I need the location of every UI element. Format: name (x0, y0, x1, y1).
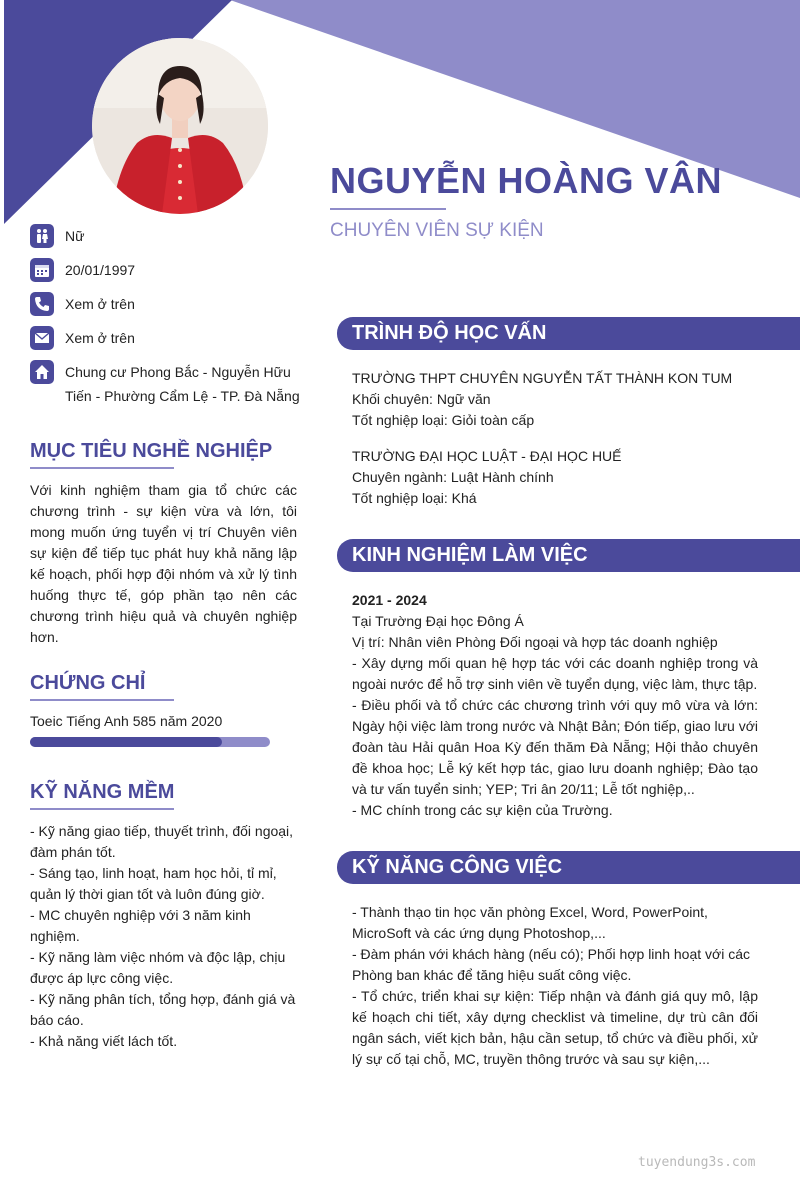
contact-phone (30, 292, 310, 326)
soft-skills-underline (30, 808, 174, 810)
calendar-icon (30, 258, 54, 282)
work-skills-heading: KỸ NĂNG CÔNG VIỆC (352, 856, 563, 878)
list-item: - Khả năng viết lách tốt. (30, 1033, 178, 1049)
experience-detail: - Điều phối và tổ chức các chương trình với quy mô vừa và lớn: Ngày hội việc làm trong nước và Nhật Bản; Đón tiếp, giao lưu với đoàn tàu Hải quân Hoa Kỳ đến thăm Đà Nẵng; Hội thảo chuyên đề khoa học; Lễ ký kết hợp tác, giao lưu doanh nghiệp; Đào tạo và tư vấn tuyển sinh; YEP; Tri ân 20/11; Lễ tốt nghiệp,.. (352, 697, 758, 797)
school-name: TRƯỜNG ĐẠI HỌC LUẬT - ĐẠI HỌC HUẾ (352, 448, 622, 464)
experience-position: Vị trí: Nhân viên Phòng Đối ngoại và hợp tác doanh nghiệp (352, 634, 718, 650)
certificate-item: Toeic Tiếng Anh 585 năm 2020 (30, 713, 223, 729)
email-icon (30, 326, 54, 350)
phone-value[interactable]: Xem ở trên (65, 296, 135, 312)
experience-detail: - MC chính trong các sự kiện của Trường. (352, 802, 613, 818)
address-line-2: Tiến - Phường Cẩm Lệ - TP. Đà Nẵng (65, 388, 300, 404)
education-school-1 (352, 368, 758, 431)
candidate-name: NGUYỄN HOÀNG VÂN (330, 160, 723, 201)
experience-header (337, 539, 800, 572)
education-heading: TRÌNH ĐỘ HỌC VẤN (352, 322, 547, 344)
list-item: - Kỹ năng giao tiếp, thuyết trình, đối ngoại, đàm phán tốt. (30, 823, 294, 860)
experience-entry (352, 590, 758, 821)
list-item: - Đàm phán với khách hàng (nếu có); Phối hợp linh hoạt với các Phòng ban khác để tăng hiệu suất công việc. (352, 946, 750, 983)
avatar (92, 38, 268, 214)
list-item: - Sáng tạo, linh hoạt, ham học hỏi, tỉ mỉ, quản lý thời gian tốt và luôn đúng giờ. (30, 865, 277, 902)
school-major: Khối chuyên: Ngữ văn (352, 391, 491, 407)
school-major: Chuyên ngành: Luật Hành chính (352, 469, 554, 485)
soft-skills-heading: KỸ NĂNG MỀM (30, 781, 175, 803)
contact-birthday (30, 258, 310, 292)
school-grade: Tốt nghiệp loại: Giỏi toàn cấp (352, 412, 535, 428)
objective-underline (30, 467, 174, 469)
experience-period: 2021 - 2024 (352, 592, 427, 608)
education-header (337, 317, 800, 350)
list-item: - Thành thạo tin học văn phòng Excel, Word, PowerPoint, MicroSoft và các ứng dụng Photoshop,... (352, 904, 708, 941)
home-icon (30, 360, 54, 384)
experience-heading: KINH NGHIỆM LÀM VIỆC (352, 544, 588, 566)
work-skills-list (352, 902, 758, 1070)
experience-detail: - Xây dựng mối quan hệ hợp tác với các doanh nghiệp trong và ngoài nước để hỗ trợ sinh viên về tuyển dụng, việc làm, thực tập. (352, 655, 758, 692)
certificate-level-fill (30, 737, 222, 747)
objective-heading: MỤC TIÊU NGHỀ NGHIỆP (30, 440, 273, 462)
school-name: TRƯỜNG THPT CHUYÊN NGUYỄN TẤT THÀNH KON TUM (352, 370, 733, 386)
certificates-heading: CHỨNG CHỈ (30, 672, 146, 694)
certificates-underline (30, 699, 174, 701)
name-underline (330, 208, 446, 210)
job-title: CHUYÊN VIÊN SỰ KIỆN (330, 220, 544, 241)
contact-gender (30, 224, 310, 258)
certificate-level-bar (30, 737, 270, 747)
watermark: tuyendung3s.com (638, 1155, 756, 1170)
list-item: - Tổ chức, triển khai sự kiện: Tiếp nhận và đánh giá quy mô, lập kế hoạch chi tiết, xây dựng checklist và timeline, dự trù cân đối ngân sách, viết kịch bản, hậu cần setup, tổ chức và điều phối, xử lý sự cố tại chỗ, MC, truyền thông trước và sau sự kiện,... (352, 988, 758, 1067)
contact-address (30, 360, 310, 408)
email-value[interactable]: Xem ở trên (65, 330, 135, 346)
address-value (65, 360, 300, 408)
school-grade: Tốt nghiệp loại: Khá (352, 490, 477, 506)
contact-email (30, 326, 310, 360)
list-item: - MC chuyên nghiệp với 3 năm kinh nghiệm. (30, 907, 251, 944)
address-line-1: Chung cư Phong Bắc - Nguyễn Hữu (65, 364, 291, 380)
work-skills-header (337, 851, 800, 884)
contact-list (30, 224, 310, 408)
profile-photo (92, 38, 268, 214)
soft-skills-list (30, 821, 297, 1052)
objective-text: Với kinh nghiệm tham gia tổ chức các chương trình - sự kiện vừa và lớn, tôi mong muốn ứng tuyển vị trí Chuyên viên sự kiện để tiếp tục phát huy khả năng lập kế hoạch, phối hợp đội nhóm và xử lý tình huống thực tế, góp phần tạo nên các chương trình hiệu quả và chuyên nghiệp hơn. (30, 482, 297, 645)
experience-company: Tại Trường Đại học Đông Á (352, 613, 524, 629)
gender-value: Nữ (65, 228, 85, 244)
list-item: - Kỹ năng phân tích, tổng hợp, đánh giá và báo cáo. (30, 991, 296, 1028)
phone-icon (30, 292, 54, 316)
education-school-2 (352, 446, 758, 509)
birthday-value: 20/01/1997 (65, 262, 136, 278)
list-item: - Kỹ năng làm việc nhóm và độc lập, chịu được áp lực công việc. (30, 949, 286, 986)
gender-icon (30, 224, 54, 248)
